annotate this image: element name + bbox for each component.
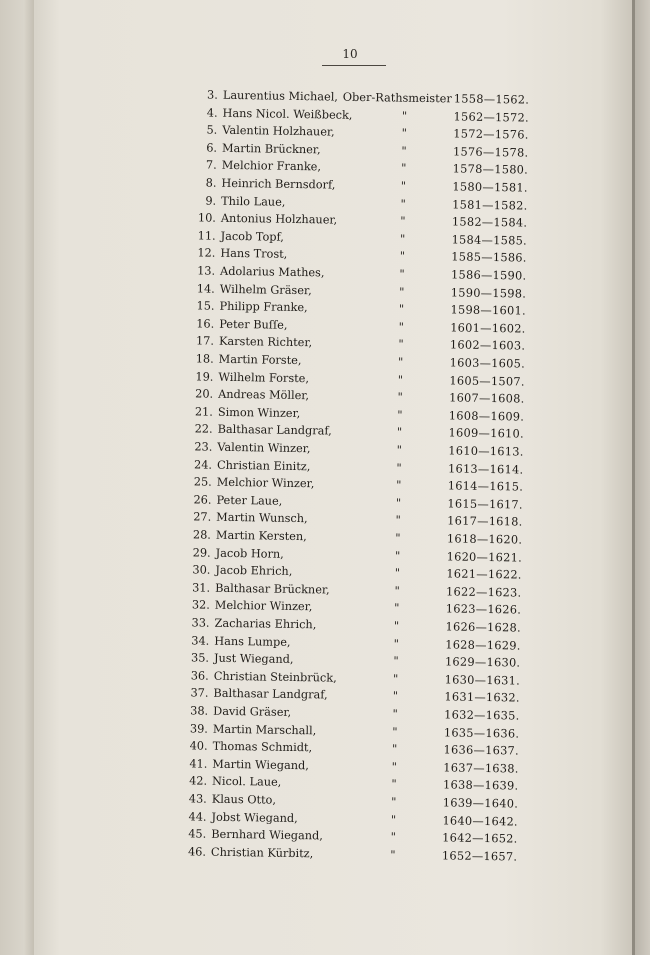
- ditto-mark: ": [394, 584, 400, 598]
- ditto-mark: ": [397, 408, 403, 422]
- entry-number: 12.: [197, 246, 216, 261]
- ditto-mark: ": [393, 637, 399, 651]
- entry-name: Wilhelm Gräser,: [219, 282, 312, 297]
- ditto-mark: ": [394, 601, 400, 616]
- entry-number: 19.: [195, 369, 214, 384]
- entry-years: 1590—1598.: [450, 285, 527, 301]
- entry-number: 16.: [196, 317, 215, 331]
- entry-years: 1638—1639.: [442, 778, 519, 793]
- entry-name: Adolarius Mathes,: [220, 264, 325, 280]
- entry-name: Peter Buſſe,: [219, 317, 288, 332]
- entry-name: Christian Kürbitz,: [210, 845, 314, 861]
- entry-number: 46.: [187, 845, 207, 859]
- entry-name: Martin Wiegand,: [212, 757, 309, 773]
- ditto-mark: ": [399, 267, 405, 281]
- ditto-mark: ": [397, 373, 404, 387]
- entry-number: 6.: [206, 141, 218, 155]
- entry-number: 11.: [197, 229, 216, 243]
- entry-years: 1642—1652.: [442, 831, 518, 846]
- entry-number: 3.: [206, 88, 218, 102]
- entry-name: Simon Winzer,: [217, 405, 301, 420]
- entry-number: 18.: [195, 352, 214, 366]
- entry-years: 1581—1582.: [452, 198, 528, 213]
- entry-number: 9.: [205, 194, 217, 208]
- entry-number: 25.: [193, 475, 212, 489]
- ditto-mark: ": [397, 390, 403, 404]
- entry-years: 1652—1657.: [441, 849, 518, 864]
- ditto-mark: ": [393, 654, 399, 668]
- entry-years: 1631—1632.: [444, 690, 520, 705]
- ditto-mark: ": [394, 566, 401, 580]
- entry-number: 45.: [188, 827, 207, 841]
- entry-name: Martin Kersten,: [215, 528, 307, 544]
- entry-years: 1617—1618.: [447, 514, 523, 529]
- entry-number: 44.: [188, 809, 207, 824]
- entry-number: 21.: [194, 405, 213, 419]
- entry-years: 1630—1631.: [444, 673, 521, 688]
- entry-name: Melchior Franke,: [221, 159, 322, 174]
- entry-years: 1636—1637.: [443, 743, 520, 758]
- entry-name: Martin Marschall,: [212, 722, 317, 737]
- entry-name: Antonius Holzhauer,: [220, 211, 338, 227]
- entry-years: 1580—1581.: [452, 180, 528, 195]
- ditto-mark: ": [395, 531, 401, 545]
- ditto-mark: ": [396, 443, 403, 457]
- entry-years: 1598—1601.: [450, 303, 527, 318]
- ditto-mark: ": [396, 461, 402, 475]
- entry-number: 15.: [196, 299, 215, 313]
- ditto-mark: ": [391, 742, 398, 756]
- entry-number: 39.: [189, 721, 209, 736]
- entry-years: 1603—1605.: [449, 356, 526, 371]
- ditto-mark: ": [398, 320, 404, 334]
- entry-number: 26.: [193, 493, 212, 507]
- entry-number: 22.: [194, 422, 213, 437]
- entry-years: 1615—1617.: [447, 497, 523, 512]
- ditto-mark: ": [392, 689, 399, 704]
- entry-years: 1623—1626.: [445, 602, 522, 617]
- entry-name: Martin Brückner,: [221, 141, 321, 157]
- entry-years: 1562—1572.: [453, 110, 530, 125]
- entry-number: 38.: [190, 704, 209, 718]
- entry-name: Wilhelm Forste,: [218, 370, 310, 385]
- ditto-mark: ": [397, 355, 404, 369]
- entry-name: Valentin Winzer,: [217, 440, 311, 456]
- entry-years: 1582—1584.: [451, 215, 528, 230]
- entry-years: 1622—1623.: [445, 585, 522, 600]
- ditto-mark: ": [391, 777, 397, 792]
- entry-number: 34.: [191, 633, 210, 648]
- entry-years: 1613—1614.: [447, 461, 524, 477]
- entry-years: 1585—1586.: [451, 250, 527, 265]
- entry-name: Thomas Schmidt,: [212, 739, 313, 755]
- entry-name: Bernhard Wiegand,: [211, 827, 324, 843]
- ditto-mark: ": [395, 496, 402, 510]
- ditto-mark: ": [401, 144, 407, 158]
- ditto-mark: ": [400, 214, 406, 228]
- entry-years: 1601—1602.: [450, 321, 526, 336]
- ditto-mark: ": [399, 285, 405, 299]
- entry-number: 23.: [194, 440, 213, 454]
- entry-years: 1584—1585.: [451, 233, 528, 248]
- entry-years: 1610—1613.: [448, 444, 524, 459]
- entry-years: 1586—1590.: [450, 268, 527, 283]
- entry-name: Heinrich Bernsdorf,: [221, 176, 336, 192]
- ditto-mark: ": [399, 249, 406, 264]
- entry-name: David Gräser,: [213, 704, 292, 719]
- ditto-mark: ": [400, 179, 407, 193]
- entry-years: 1609—1610.: [448, 426, 525, 441]
- entry-years: 1637—1638.: [443, 761, 519, 776]
- entry-name: Jacob Horn,: [215, 546, 284, 561]
- ditto-mark: ": [390, 813, 397, 827]
- entry-number: 41.: [189, 757, 208, 771]
- entry-name: Balthasar Landgraf,: [213, 687, 328, 702]
- entry-number: 32.: [191, 598, 210, 613]
- ditto-mark: ": [400, 197, 406, 211]
- entry-name: Martin Forste,: [218, 352, 302, 368]
- entry-years: 1628—1629.: [445, 637, 521, 653]
- ditto-mark: ": [392, 707, 398, 721]
- entry-name: Balthasar Brückner,: [215, 581, 330, 597]
- entry-name: Hans Lumpe,: [214, 634, 291, 649]
- entry-name: Melchior Winzer,: [216, 475, 315, 491]
- ditto-mark: ": [391, 795, 397, 809]
- entry-name: Karsten Richter,: [218, 335, 313, 350]
- ditto-mark: ": [392, 725, 398, 739]
- entry-number: 29.: [192, 545, 211, 560]
- entry-number: 8.: [205, 176, 217, 190]
- entry-number: 33.: [191, 616, 210, 630]
- entry-number: 28.: [192, 528, 212, 542]
- entry-number: 24.: [193, 457, 213, 472]
- entry-number: 20.: [195, 387, 214, 401]
- entry-name: Jacob Topf,: [220, 229, 285, 244]
- entry-name: Just Wiegand,: [213, 651, 294, 667]
- entry-name: Christian Steinbrück,: [213, 669, 337, 685]
- entry-years: 1614—1615.: [447, 479, 524, 494]
- ditto-mark: ": [390, 830, 396, 844]
- entry-number: 7.: [205, 158, 217, 173]
- entry-number: 43.: [188, 792, 207, 806]
- entry-name: Hans Nicol. Weißbeck,: [222, 106, 353, 122]
- entry-office: Ober-Rathsmeister: [342, 90, 452, 106]
- entry-number: 35.: [190, 651, 210, 665]
- ditto-mark: ": [391, 760, 398, 774]
- ditto-mark: ": [401, 109, 408, 123]
- ditto-mark: ": [393, 672, 399, 686]
- ditto-mark: ": [396, 478, 402, 492]
- entry-name: Valentin Holzhauer,: [222, 123, 335, 139]
- entry-years: 1629—1630.: [444, 655, 521, 670]
- ditto-mark: ": [398, 337, 404, 352]
- entry-number: 4.: [206, 106, 218, 120]
- entry-years: 1639—1640.: [442, 796, 519, 811]
- entry-number: 14.: [196, 282, 215, 296]
- entry-number: 13.: [197, 264, 216, 278]
- ditto-mark: ": [390, 848, 396, 862]
- entry-name: Nicol. Laue,: [211, 775, 282, 790]
- entry-years: 1602—1603.: [449, 338, 526, 353]
- entry-number: 31.: [192, 581, 211, 595]
- entry-years: 1621—1622.: [446, 567, 522, 582]
- entry-name: Thilo Laue,: [221, 194, 286, 209]
- ditto-mark: ": [398, 302, 405, 316]
- ditto-mark: ": [399, 232, 406, 246]
- entry-years: 1607—1608.: [449, 391, 525, 406]
- entry-number: 17.: [195, 334, 215, 349]
- entry-years: 1558—1562.: [453, 92, 530, 107]
- entry-name: Balthasar Landgraf,: [217, 423, 332, 438]
- ditto-mark: ": [401, 126, 407, 140]
- entry-number: 27.: [193, 510, 212, 525]
- entry-number: 36.: [190, 669, 209, 683]
- entry-number: 42.: [189, 774, 208, 789]
- entry-years: 1640—1642.: [442, 813, 518, 829]
- entry-years: 1608—1609.: [448, 409, 525, 424]
- entry-years: 1605—1507.: [449, 373, 525, 389]
- entry-name: Jobst Wiegand,: [211, 810, 298, 825]
- ditto-mark: ": [394, 549, 401, 563]
- entry-years: 1626—1628.: [445, 620, 522, 635]
- entry-name: Christian Einitz,: [216, 458, 311, 473]
- entry-name: Philipp Franke,: [219, 299, 308, 315]
- entry-number: 40.: [189, 739, 208, 753]
- entry-name: Peter Laue,: [216, 493, 283, 508]
- ditto-mark: ": [395, 513, 401, 528]
- entry-name: Melchior Winzer,: [214, 599, 313, 614]
- ditto-mark: ": [396, 425, 403, 440]
- entry-years: 1576—1578.: [452, 145, 529, 160]
- entry-name: Klaus Otto,: [211, 792, 277, 807]
- entry-years: 1620—1621.: [446, 549, 523, 565]
- entry-number: 10.: [197, 211, 217, 225]
- entry-name: Laurentius Michael,: [222, 88, 339, 104]
- entry-name: Jacob Ehrich,: [215, 563, 293, 579]
- entry-name: Martin Wunsch,: [216, 511, 308, 526]
- entry-years: 1632—1635.: [444, 708, 520, 723]
- entry-number: 37.: [190, 686, 209, 701]
- entry-name: Hans Trost,: [220, 247, 288, 262]
- entry-years: 1572—1576.: [453, 127, 529, 142]
- ditto-mark: ": [401, 162, 407, 176]
- ditto-mark: ": [393, 619, 400, 633]
- entry-years: 1578—1580.: [452, 162, 529, 177]
- entry-number: 5.: [206, 123, 218, 137]
- entry-years: 1618—1620.: [446, 532, 523, 547]
- entry-years: 1635—1636.: [443, 725, 520, 741]
- entry-name: Andreas Möller,: [218, 387, 310, 403]
- entry-name: Zacharias Ehrich,: [214, 616, 317, 632]
- page-number: 10: [342, 47, 358, 61]
- entry-number: 30.: [192, 563, 211, 577]
